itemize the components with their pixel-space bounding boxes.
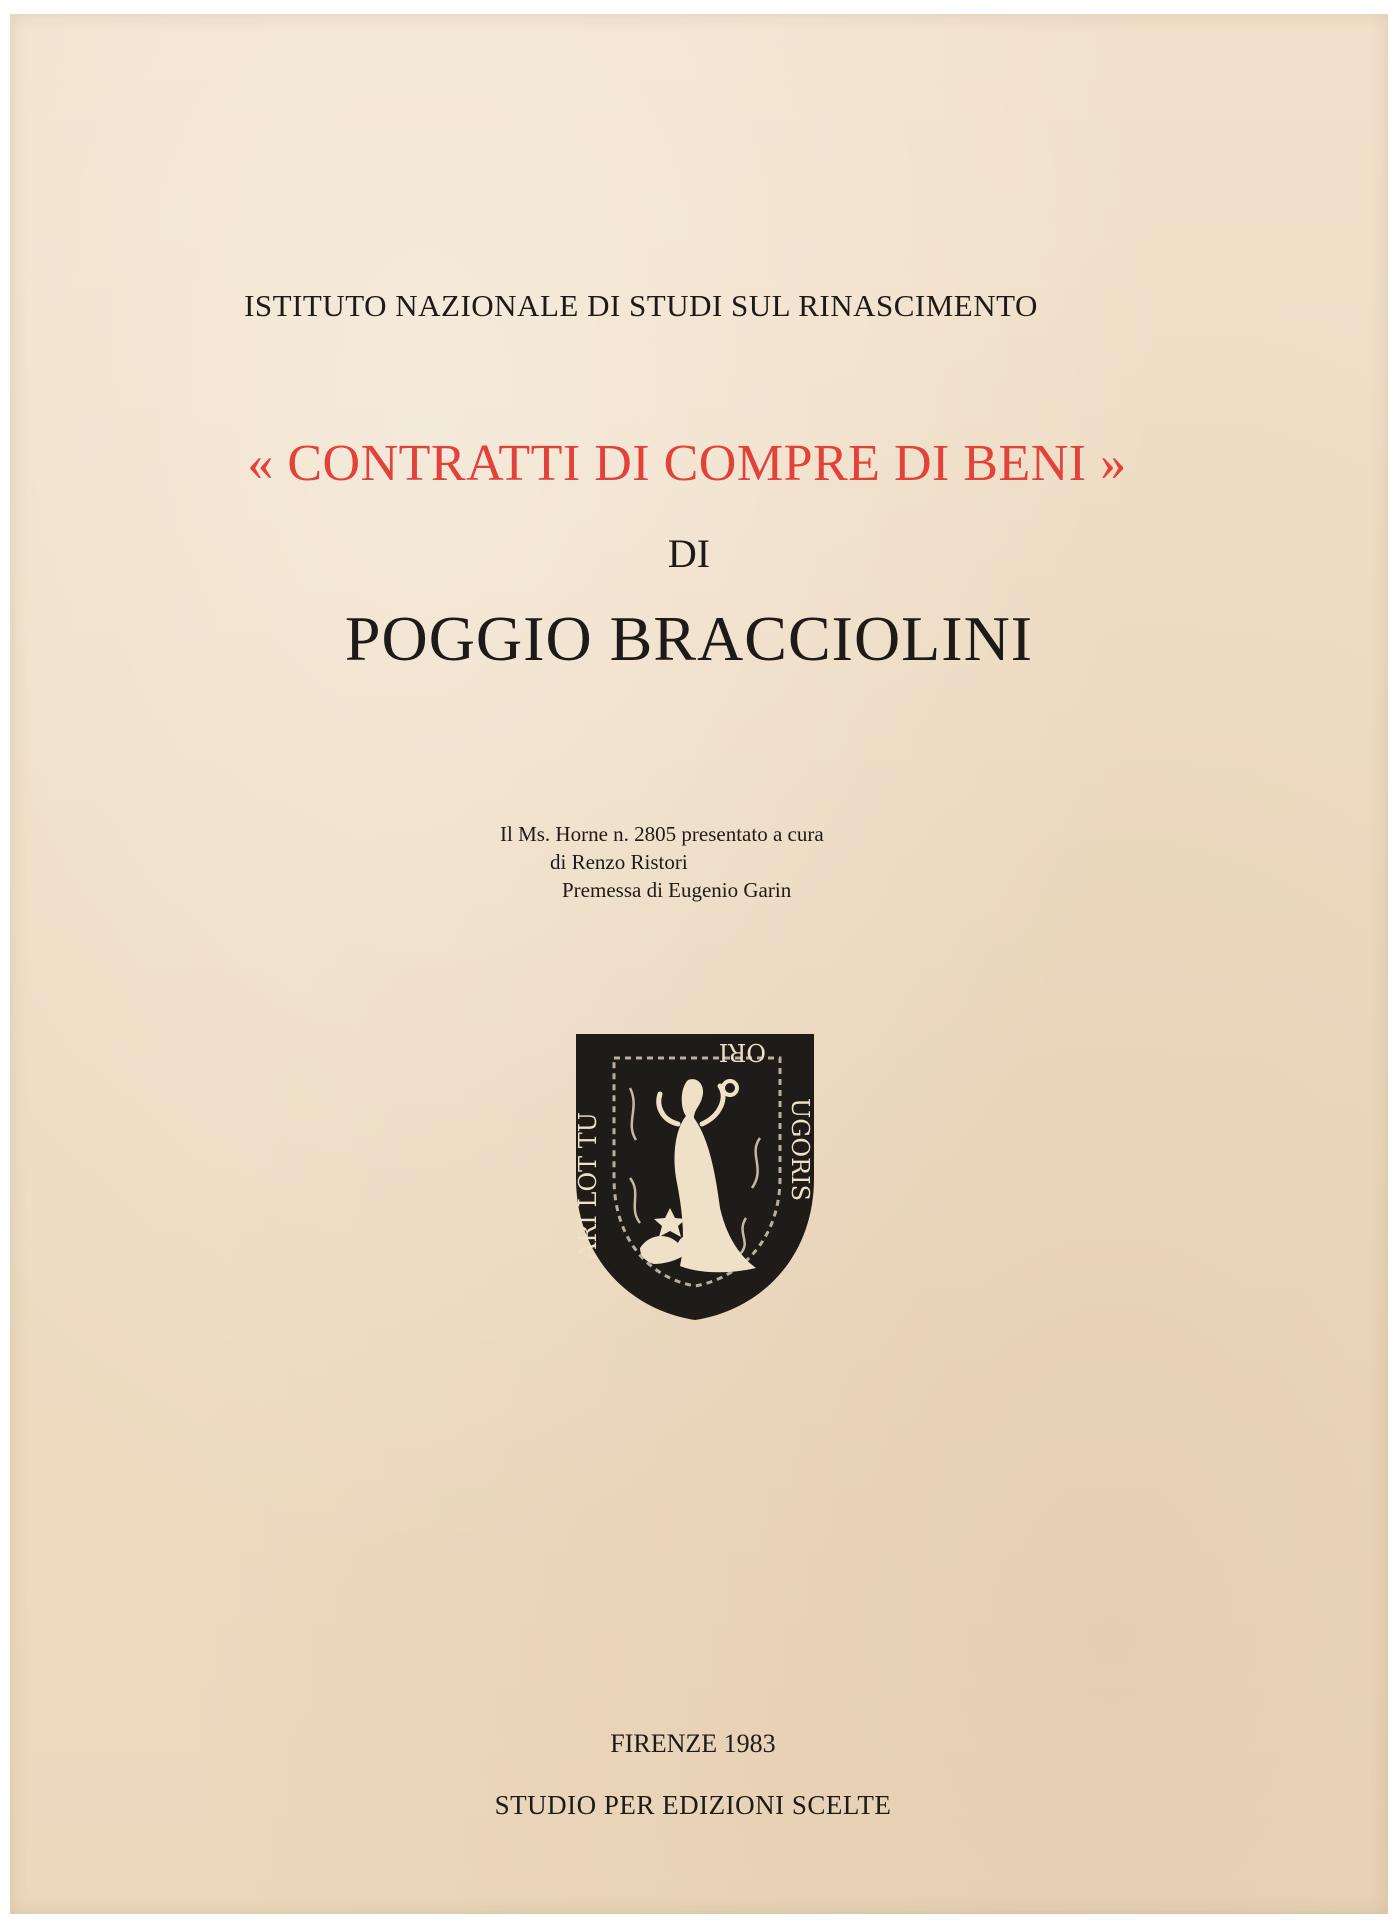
title-preposition: DI bbox=[667, 531, 711, 576]
book-title: « CONTRATTI DI COMPRE DI BENI » bbox=[247, 435, 1127, 492]
credits-line-editor-name: di Renzo Ristori bbox=[550, 850, 688, 874]
credits-line-editor: Il Ms. Horne n. 2805 presentato a cura bbox=[500, 822, 824, 846]
book-cover bbox=[10, 14, 1388, 1914]
credits-line-preface: Premessa di Eugenio Garin bbox=[562, 878, 792, 902]
publisher-name: STUDIO PER EDIZIONI SCELTE bbox=[494, 1790, 892, 1820]
svg-text:ARI LOT TU: ARI LOT TU bbox=[574, 1112, 602, 1260]
svg-text:ORI: ORI bbox=[718, 1038, 766, 1066]
svg-text:UGORIS: UGORIS bbox=[786, 1098, 814, 1202]
place-and-year: FIRENZE 1983 bbox=[610, 1729, 776, 1758]
author-name: POGGIO BRACCIOLINI bbox=[344, 603, 1034, 674]
coat-of-arms-seal-icon bbox=[570, 1028, 820, 1328]
credits-block bbox=[500, 820, 824, 904]
institute-name: ISTITUTO NAZIONALE DI STUDI SUL RINASCIMENTO bbox=[244, 288, 1038, 323]
